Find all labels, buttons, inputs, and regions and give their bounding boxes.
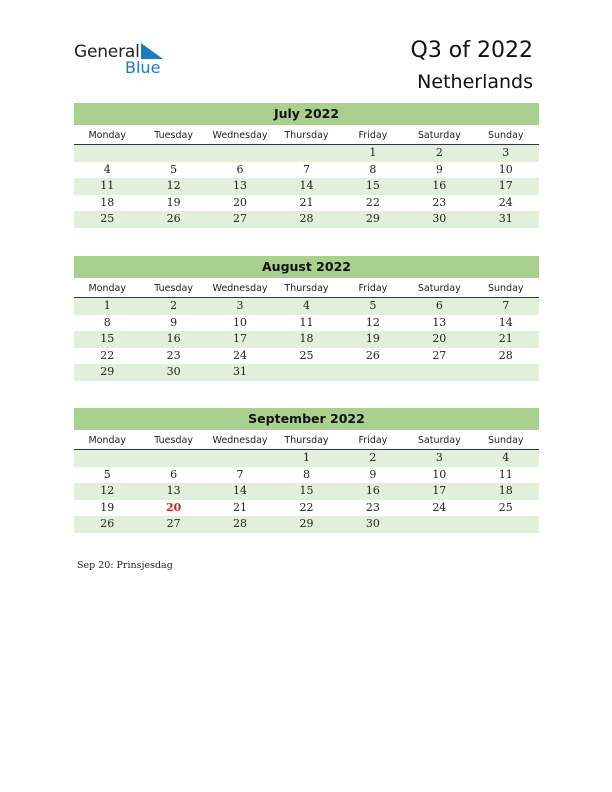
weekday-label: Thursday (284, 435, 329, 446)
day-cell: 10 (432, 467, 447, 481)
day-cell (207, 145, 273, 162)
day-cell: 23 (365, 500, 380, 514)
day-cell: 4 (103, 162, 111, 176)
day-cell: 13 (233, 179, 248, 193)
weekday-label: Wednesday (212, 435, 268, 446)
weekday-label: Thursday (284, 130, 329, 141)
week-row (74, 516, 539, 533)
day-cell: 21 (233, 500, 248, 514)
day-cell: 3 (502, 146, 510, 159)
weekday-label: Monday (88, 130, 126, 141)
day-cell: 22 (299, 500, 314, 514)
day-cell: 6 (236, 162, 244, 176)
weekday-label: Wednesday (212, 130, 268, 141)
day-cell: 14 (498, 315, 513, 329)
day-cell (207, 450, 273, 467)
day-cell (473, 516, 539, 533)
day-cell: 2 (435, 146, 443, 159)
day-cell: 12 (365, 315, 380, 329)
month-title: August 2022 (74, 256, 539, 278)
day-cell: 15 (365, 179, 380, 193)
holiday-note: Sep 20: Prinsjesdag (77, 560, 173, 571)
week-row (74, 348, 539, 365)
day-cell: 27 (233, 212, 248, 226)
day-cell: 27 (166, 517, 181, 531)
weekday-label: Friday (358, 283, 388, 294)
day-cell: 16 (365, 484, 380, 498)
week-row (74, 331, 539, 348)
week-row (74, 145, 539, 162)
day-cell: 17 (432, 484, 447, 498)
weekday-label: Tuesday (154, 283, 193, 294)
weekday-label: Monday (88, 435, 126, 446)
day-cell (340, 364, 406, 381)
day-cell: 16 (432, 179, 447, 193)
day-cell: 12 (166, 179, 181, 193)
day-cell: 25 (299, 348, 314, 362)
week-row (74, 450, 539, 467)
month-calendar (74, 103, 539, 228)
day-cell: 16 (166, 332, 181, 346)
page-title: Q3 of 2022 (410, 38, 533, 63)
day-cell: 26 (166, 212, 181, 226)
day-cell (406, 516, 472, 533)
day-cell: 23 (432, 195, 447, 209)
day-cell: 11 (299, 315, 314, 329)
day-cell: 4 (502, 451, 510, 464)
day-cell: 5 (369, 299, 377, 312)
day-cell: 13 (166, 484, 181, 498)
day-cell: 24 (233, 348, 248, 362)
day-cell: 14 (233, 484, 248, 498)
day-cell: 31 (233, 365, 248, 379)
day-cell: 15 (100, 332, 115, 346)
day-cell: 24 (432, 500, 447, 514)
day-cell: 24 (498, 195, 513, 209)
day-cell: 20 (233, 195, 248, 209)
weekday-label: Tuesday (154, 435, 193, 446)
week-row (74, 500, 539, 517)
day-cell: 7 (302, 162, 310, 176)
day-cell: 18 (498, 484, 513, 498)
day-cell: 10 (498, 162, 513, 176)
day-cell: 28 (233, 517, 248, 531)
day-cell (406, 364, 472, 381)
day-cell: 30 (166, 365, 181, 379)
week-row (74, 467, 539, 484)
day-cell (74, 450, 140, 467)
day-cell: 12 (100, 484, 115, 498)
week-row (74, 483, 539, 500)
month-title: July 2022 (74, 103, 539, 125)
day-cell: 6 (170, 467, 178, 481)
day-cell: 11 (100, 179, 115, 193)
logo-word-general: General (74, 42, 140, 62)
day-cell: 7 (236, 467, 244, 481)
holiday-notes (77, 560, 173, 571)
day-cell: 26 (365, 348, 380, 362)
weekday-label: Saturday (417, 130, 461, 141)
day-cell: 8 (369, 162, 377, 176)
day-cell: 10 (233, 315, 248, 329)
day-cell: 13 (432, 315, 447, 329)
weekday-label: Sunday (487, 283, 524, 294)
day-cell: 3 (435, 451, 443, 464)
day-cell: 25 (498, 500, 513, 514)
day-cell: 28 (299, 212, 314, 226)
weekday-label: Tuesday (154, 130, 193, 141)
day-cell: 5 (170, 162, 178, 176)
weekday-label: Saturday (417, 283, 461, 294)
day-cell: 4 (302, 299, 310, 312)
day-cell: 22 (365, 195, 380, 209)
day-cell: 18 (100, 195, 115, 209)
day-cell: 21 (498, 332, 513, 346)
week-row (74, 162, 539, 179)
day-cell: 17 (233, 332, 248, 346)
weekday-label: Friday (358, 435, 388, 446)
day-cell: 22 (100, 348, 115, 362)
day-cell: 17 (498, 179, 513, 193)
day-cell: 14 (299, 179, 314, 193)
week-row (74, 178, 539, 195)
day-cell: 1 (369, 146, 377, 159)
logo-word-blue: Blue (125, 58, 161, 77)
weekday-header-row (74, 433, 539, 450)
week-row (74, 298, 539, 315)
day-cell: 9 (170, 315, 178, 329)
day-cell: 21 (299, 195, 314, 209)
day-cell: 28 (498, 348, 513, 362)
weekday-label: Thursday (284, 283, 329, 294)
month-calendar (74, 408, 539, 533)
weekday-label: Monday (88, 283, 126, 294)
logo-triangle-icon (141, 43, 163, 59)
day-cell: 1 (103, 299, 111, 312)
month-calendar (74, 256, 539, 381)
weekday-header-row (74, 281, 539, 298)
day-cell: 5 (103, 467, 111, 481)
weekday-label: Wednesday (212, 283, 268, 294)
weekday-label: Sunday (487, 435, 524, 446)
day-cell (74, 145, 140, 162)
week-row (74, 195, 539, 212)
day-cell: 20 (432, 332, 447, 346)
week-row (74, 211, 539, 228)
day-cell: 30 (365, 517, 380, 531)
weekday-label: Saturday (417, 435, 461, 446)
day-cell: 29 (365, 212, 380, 226)
day-cell (273, 364, 339, 381)
day-cell: 30 (432, 212, 447, 226)
day-cell: 9 (369, 467, 377, 481)
day-cell: 19 (166, 195, 181, 209)
day-cell: 31 (498, 212, 513, 226)
day-cell: 18 (299, 332, 314, 346)
week-row (74, 315, 539, 332)
week-row (74, 364, 539, 381)
day-cell: 15 (299, 484, 314, 498)
day-cell: 3 (236, 299, 244, 312)
day-cell: 26 (100, 517, 115, 531)
day-cell: 29 (100, 365, 115, 379)
day-cell (473, 364, 539, 381)
month-title: September 2022 (74, 408, 539, 430)
weekday-label: Friday (358, 130, 388, 141)
day-cell: 8 (302, 467, 310, 481)
day-cell: 11 (498, 467, 513, 481)
day-cell: 9 (435, 162, 443, 176)
day-cell (140, 145, 206, 162)
day-cell: 2 (170, 299, 178, 312)
day-cell (140, 450, 206, 467)
day-cell: 6 (435, 299, 443, 312)
day-cell: 27 (432, 348, 447, 362)
day-cell: 8 (103, 315, 111, 329)
day-cell: 29 (299, 517, 314, 531)
day-cell (273, 145, 339, 162)
weekday-label: Sunday (487, 130, 524, 141)
weekday-header-row (74, 128, 539, 145)
day-cell: 23 (166, 348, 181, 362)
holiday-day-cell: 20 (165, 500, 182, 514)
country-name: Netherlands (417, 71, 533, 93)
day-cell: 19 (100, 500, 115, 514)
day-cell: 19 (365, 332, 380, 346)
day-cell: 1 (302, 451, 310, 464)
day-cell: 7 (502, 299, 510, 312)
day-cell: 25 (100, 212, 115, 226)
day-cell: 2 (369, 451, 377, 464)
